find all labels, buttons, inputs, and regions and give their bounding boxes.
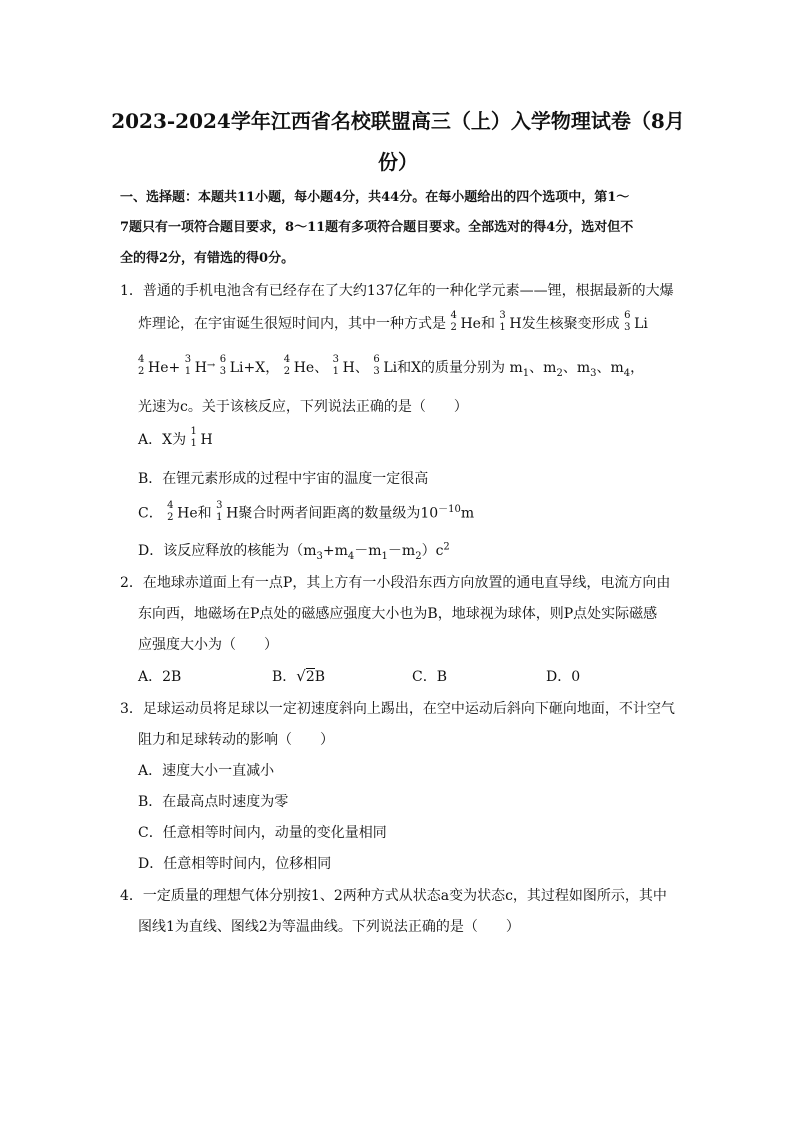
q1-line2: 炸理论，在宇宙诞生很短时间内，其中一种方式是 4 2 He和 3 1 H发生核聚变形成 6 3 Li (138, 310, 648, 333)
q4-line1: 4．一定质量的理想气体分别按1、2两种方式从状态a变为状态c，其过程如图所示，其中 (120, 888, 667, 904)
q1-line4: 光速为c。关于该核反应，下列说法正确的是（ ） (138, 399, 468, 415)
q2-line3: 应强度大小为（ ） (138, 637, 278, 653)
q3-line2: 阻力和足球转动的影响（ ） (138, 732, 334, 748)
q2-option-c: C．B (412, 669, 447, 685)
q2-option-b: B．√2B (272, 667, 326, 685)
q3-option-d: D．任意相等时间内，位移相同 (138, 856, 332, 872)
q1-option-b: B．在锂元素形成的过程中宇宙的温度一定很高 (138, 471, 429, 487)
q1-option-d: D．该反应释放的核能为$(m_3+m_4-m_1-m_2)c^2$ (138, 541, 450, 562)
q1-line3-reaction: 4 2 He+ 3 1 H→ 6 3 Li+X， 4 2 He、 3 1 H、 6 3 Li和X的质量分别为 $m_1$、$m_2$、$m_3$、$m_4$， (138, 354, 645, 379)
q4-line2: 图线1为直线、图线2为等温曲线。下列说法正确的是（ ） (138, 919, 520, 935)
q2-line2: 东向西，地磁场在P点处的磁感应强度大小也为B，地球视为球体，则P点处实际磁感 (138, 606, 658, 622)
q2-option-d: D．0 (546, 669, 581, 685)
isotope-li: 6 3 (624, 310, 631, 333)
q2-line1: 2．在地球赤道面上有一点P，其上方有一小段沿东西方向放置的通电直导线，电流方向由 (120, 575, 671, 591)
q2-option-a: A．2B (138, 669, 182, 685)
exam-title-line1: 2023-2024学年江西省名校联盟高三（上）入学物理试卷（8月 (111, 109, 685, 133)
q1-option-a: A．X为 1 1 H (138, 426, 213, 449)
q3-option-b: B．在最高点时速度为零 (138, 794, 289, 810)
section-instructions-line1: 一、选择题：本题共11小题，每小题4分，共44分。在每小题给出的四个选项中，第1～ (120, 190, 630, 205)
q3-option-c: C．任意相等时间内，动量的变化量相同 (138, 825, 387, 841)
q3-option-a: A．速度大小一直减小 (138, 763, 275, 779)
q3-line1: 3．足球运动员将足球以一定初速度斜向上踢出，在空中运动后斜向下砸向地面，不计空气 (120, 701, 675, 717)
exam-title-line2: 份） (378, 150, 418, 174)
isotope-he: 4 2 (450, 310, 457, 333)
isotope-h: 3 1 (499, 310, 506, 333)
q1-option-c: C． 4 2 He和 3 1 H聚合时两者间距离的数量级为$10^{-10}m$ (138, 499, 475, 523)
section-instructions-line2: 7题只有一项符合题目要求，8～11题有多项符合题目要求。全部选对的得4分，选对但不 (120, 220, 634, 235)
section-instructions-line3: 全的得2分，有错选的得0分。 (120, 251, 295, 266)
q1-line1: 1．普通的手机电池含有已经存在了大约137亿年的一种化学元素——锂，根据最新的大爆 (120, 283, 674, 299)
